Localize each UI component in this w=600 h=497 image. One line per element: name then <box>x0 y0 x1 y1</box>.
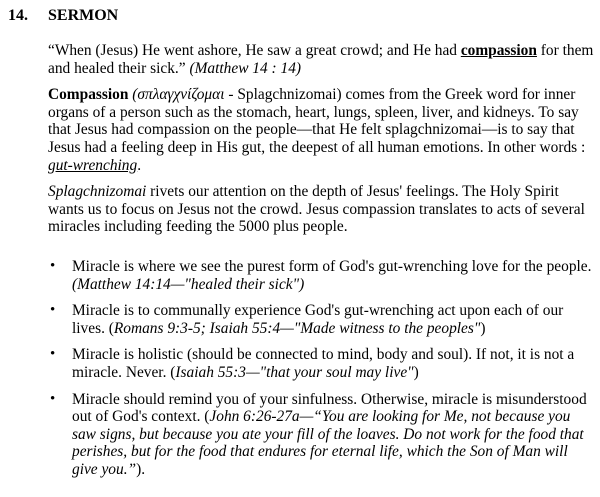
compassion-text: - Splagchnizomai) comes from the Greek word for inner organs of a person such as the stomach, heart, lungs, spleen, liver, and kidneys. To say that Jesus had compassion on the people—that He felt splagchnizomai—is to say that Jesus had a feeling deep in His gut, the deepest of all human emotions. In other words : <box>48 86 586 156</box>
quote-highlight: compassion <box>460 42 537 59</box>
bullet-text: Miracle is to communally experience God's gut-wrenching act upon each of our lives. ( <box>72 302 564 337</box>
compassion-end: . <box>137 156 142 174</box>
bullet-reference: John 6:26-27a—“You are looking for Me, not because you saw signs, but because you ate your fill of the loaves. Do not work for the food that perishes, but for the food that endures for eternal life, which the Son of Man will give you.” <box>72 408 584 478</box>
section-heading <box>8 6 118 26</box>
splag-term: Splagchnizomai <box>48 183 147 201</box>
bullet-text: Miracle is where we see the purest form of God's gut-wrenching love for the people. <box>72 258 592 275</box>
bullet-icon: • <box>50 346 56 363</box>
compassion-paragraph <box>48 86 596 174</box>
list-item <box>48 302 596 337</box>
scripture-quote <box>48 42 596 77</box>
quote-reference: (Matthew 14 : 14) <box>189 59 302 77</box>
bullet-tail: ) <box>480 319 486 337</box>
greek-word: (σπλαγχνίζομαι <box>132 86 225 104</box>
list-item <box>48 258 596 293</box>
bullet-icon: • <box>50 390 56 407</box>
section-title: SERMON <box>48 7 119 24</box>
list-item <box>48 391 596 479</box>
section-number: 14. <box>8 7 28 24</box>
miracle-list <box>48 258 596 488</box>
bullet-text: Miracle should remind you of your sinfulness. Otherwise, miracle is misunderstood out of God's context. ( <box>72 390 587 426</box>
splag-text: rivets our attention on the depth of Jesus' feelings. The Holy Spirit wants us to focus on Jesus not the crowd. Jesus compassion translates to acts of several miracles including feeding the 5000 plus people. <box>48 183 585 236</box>
bullet-reference: Romans 9:3-5; Isaiah 55:4—"Made witness to the peoples" <box>113 319 481 337</box>
gut-wrenching-emphasis: gut-wrenching <box>48 156 138 174</box>
quote-text-after: for them and healed their sick.” <box>48 42 594 77</box>
compassion-term: Compassion <box>48 86 129 104</box>
list-item <box>48 346 596 381</box>
bullet-tail: ) <box>413 363 419 381</box>
bullet-reference: (Matthew 14:14—"healed their sick") <box>72 275 305 293</box>
bullet-text: Miracle is holistic (should be connected to mind, body and soul). If not, it is not a miracle. Never. ( <box>72 346 575 381</box>
bullet-tail: ). <box>136 460 146 478</box>
bullet-icon: • <box>50 258 56 274</box>
splagchnizomai-paragraph <box>48 183 596 236</box>
bullet-reference: Isaiah 55:3—"that your soul may live" <box>175 363 414 381</box>
sermon-body <box>48 42 596 245</box>
quote-text-before: “When (Jesus) He went ashore, He saw a great crowd; and He had <box>48 42 461 59</box>
bullet-icon: • <box>50 302 56 319</box>
